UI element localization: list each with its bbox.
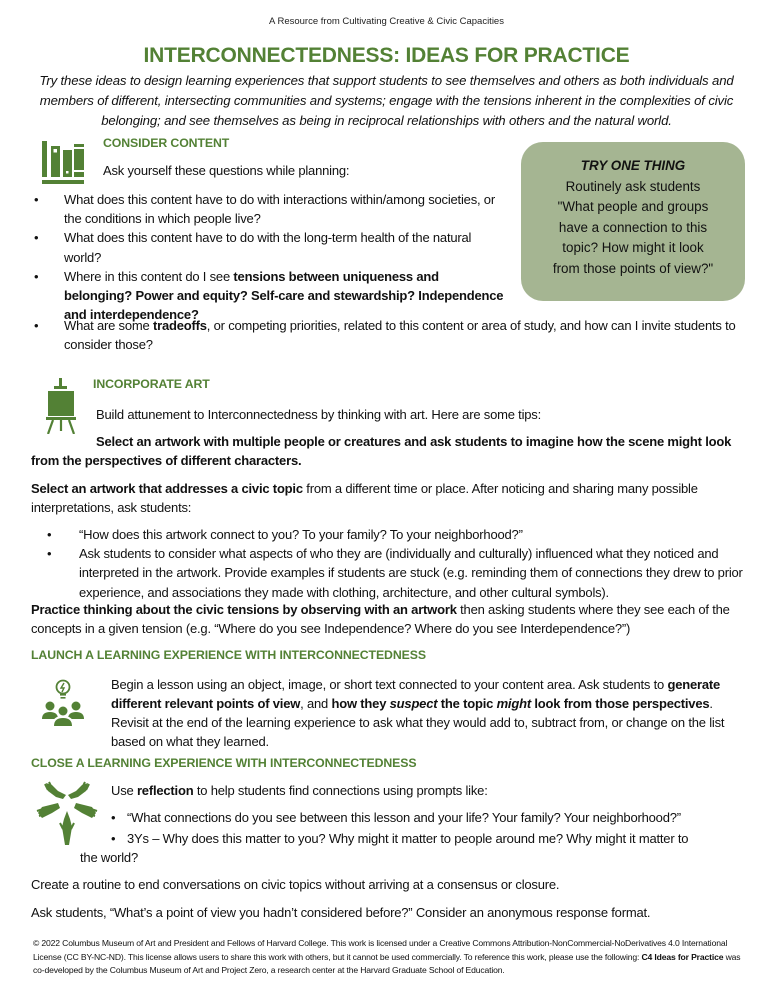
close-routine: Create a routine to end conversations on civic topics without arriving at a consensus or closure. [31, 877, 560, 892]
callout-line: Routinely ask students [565, 178, 701, 194]
callout-line: have a connection to this [558, 219, 708, 235]
incorporate-art-heading: INCORPORATE ART [93, 377, 210, 391]
consider-content-list [30, 190, 510, 324]
bullet-icon: • [111, 831, 116, 846]
close-prompt-text: 3Ys – Why does this matter to you? Why might it matter to people around me? Why might it matter to [127, 831, 689, 846]
bullet-text: , or competing priorities, related to this content or area of study, and how can I invite students to consider those? [64, 318, 736, 353]
try-one-thing-callout [521, 142, 745, 301]
callout-line: topic? How might it look [562, 240, 704, 256]
launch-paragraph [111, 675, 751, 751]
bullet-text: What does this content have to do with the long-term health of the natural world? [64, 230, 472, 265]
art-tip-2-text: from a different time or place. After noticing and sharing many possible interpretations, ask students: [31, 481, 698, 515]
footer-text: was co-developed by the Columbus Museum of Art and Project Zero, a research center at the Harvard Graduate School of Education. [33, 951, 741, 976]
art-tip-3 [31, 600, 743, 638]
incorporate-art-lead: Build attunement to Interconnectedness by thinking with art. Here are some tips: [96, 407, 542, 422]
close-lead-text: Use [111, 783, 137, 798]
books-icon [41, 139, 85, 185]
bullet-text: What are some [64, 318, 153, 333]
launch-bold-text: generate different relevant points of view [111, 677, 721, 711]
bullet-bold-text: tensions between uniqueness and belonging? Power and equity? Self-care and stewardship? Independence and interdependence? [64, 268, 504, 323]
launch-heading: LAUNCH A LEARNING EXPERIENCE WITH INTERCONNECTEDNESS [31, 648, 426, 662]
page-title: INTERCONNECTEDNESS: IDEAS FOR PRACTICE [143, 44, 630, 67]
callout-line: "What people and groups [557, 199, 709, 215]
launch-bold-part: look from those perspectives [530, 696, 710, 711]
footer-bold: C4 Ideas for Practice [641, 951, 724, 962]
launch-bold-part: how they [331, 696, 390, 711]
close-heading: CLOSE A LEARNING EXPERIENCE WITH INTERCONNECTEDNESS [31, 756, 417, 770]
intro-paragraph: Try these ideas to design learning experiences that support students to see themselves and others as both individuals and members of different, intersecting communities and systems; engage with the tensions inherent in the complexities of civic belonging; and see themselves as being in reciprocal relationships with others and the natural world. [39, 73, 734, 128]
try-one-thing-title: TRY ONE THING [580, 158, 686, 173]
bullet-text: Where in this content do I see [64, 268, 234, 284]
callout-line: from those points of view?" [552, 260, 714, 276]
bullet-text: “How does this artwork connect to you? To your family? To your neighborhood?” [79, 527, 523, 542]
launch-text: Begin a lesson using an object, image, or short text connected to your content area. Ask students to [111, 677, 668, 692]
art-tip-2-list [31, 525, 743, 602]
launch-text: , and [300, 696, 332, 711]
consider-content-heading: CONSIDER CONTENT [103, 136, 230, 150]
close-prompt-text: “What connections do you see between this lesson and your life? Your family? Your neighborhood?” [127, 810, 681, 825]
consider-content-list-wide [30, 316, 750, 354]
bullet-bold-text: tradeoffs [152, 318, 207, 333]
close-lead-text: to help students find connections using prompts like: [193, 783, 488, 798]
launch-bold-text [331, 696, 709, 711]
close-ask: Ask students, “What’s a point of view you hadn’t considered before?” Consider an anonymous response format. [31, 905, 651, 920]
resource-line: A Resource from Cultivating Creative & Civic Capacities [269, 16, 504, 27]
easel-icon [43, 378, 79, 434]
bullet-text: Ask students to consider what aspects of who they are (individually and culturally) influenced what they noticed and interpreted in the artwork. Provide examples if students are stuck (e.g. reminding them of connections they drew to prior experience, and associations they made with clothing, architecture, and other cultural symbols). [79, 546, 743, 600]
list-item [30, 228, 510, 266]
art-tip-2-bold: Select an artwork that addresses a civic topic [31, 481, 303, 496]
launch-bold-italic: might [496, 696, 531, 711]
list-item [30, 190, 510, 228]
list-item [31, 544, 743, 602]
bullet-icon: • [111, 810, 116, 825]
close-lead [111, 781, 488, 800]
bullet-text: What does this content have to do with interactions within/among societies, or the conditions in which people live? [64, 192, 495, 227]
art-tip-1: Select an artwork with multiple people or creatures and ask students to imagine how the scene might look from the perspectives of different characters. [31, 434, 732, 468]
close-prompt-2-wrap: the world? [80, 850, 138, 865]
art-tip-2 [31, 479, 743, 517]
launch-bold-italic: suspect [389, 696, 438, 711]
close-prompt-2 [111, 829, 751, 848]
consider-content-lead: Ask yourself these questions while planning: [103, 163, 350, 178]
footer-text: © 2022 Columbus Museum of Art and President and Fellows of Harvard College. This work is licensed under a Creative Commons Attribution-NonCommercial-NoDerivatives 4.0 International License (CC BY-NC-ND). This license allows users to share this work with others, but it cannot be used commercially. To reference this work, please use the following: [33, 938, 728, 962]
launch-bold-part: the topic [437, 696, 497, 711]
close-prompt-1 [111, 808, 751, 827]
footer-license [33, 937, 745, 978]
lightbulb-group-icon [42, 679, 84, 727]
list-item [30, 316, 750, 354]
art-tip-3-bold: Practice thinking about the civic tensions by observing with an artwork [31, 602, 457, 617]
joined-hands-icon [36, 781, 98, 845]
close-lead-bold: reflection [136, 783, 194, 798]
launch-text: . Revisit at the end of the learning experience to ask what they would add to, subtract from, or change on the list based on what they learned. [111, 696, 725, 749]
art-tip-3-text: then asking students where they see each of the concepts in a given tension (e.g. “Where do you see Independence? Where do you see Interdependence?”) [31, 602, 730, 636]
list-item [31, 525, 743, 544]
